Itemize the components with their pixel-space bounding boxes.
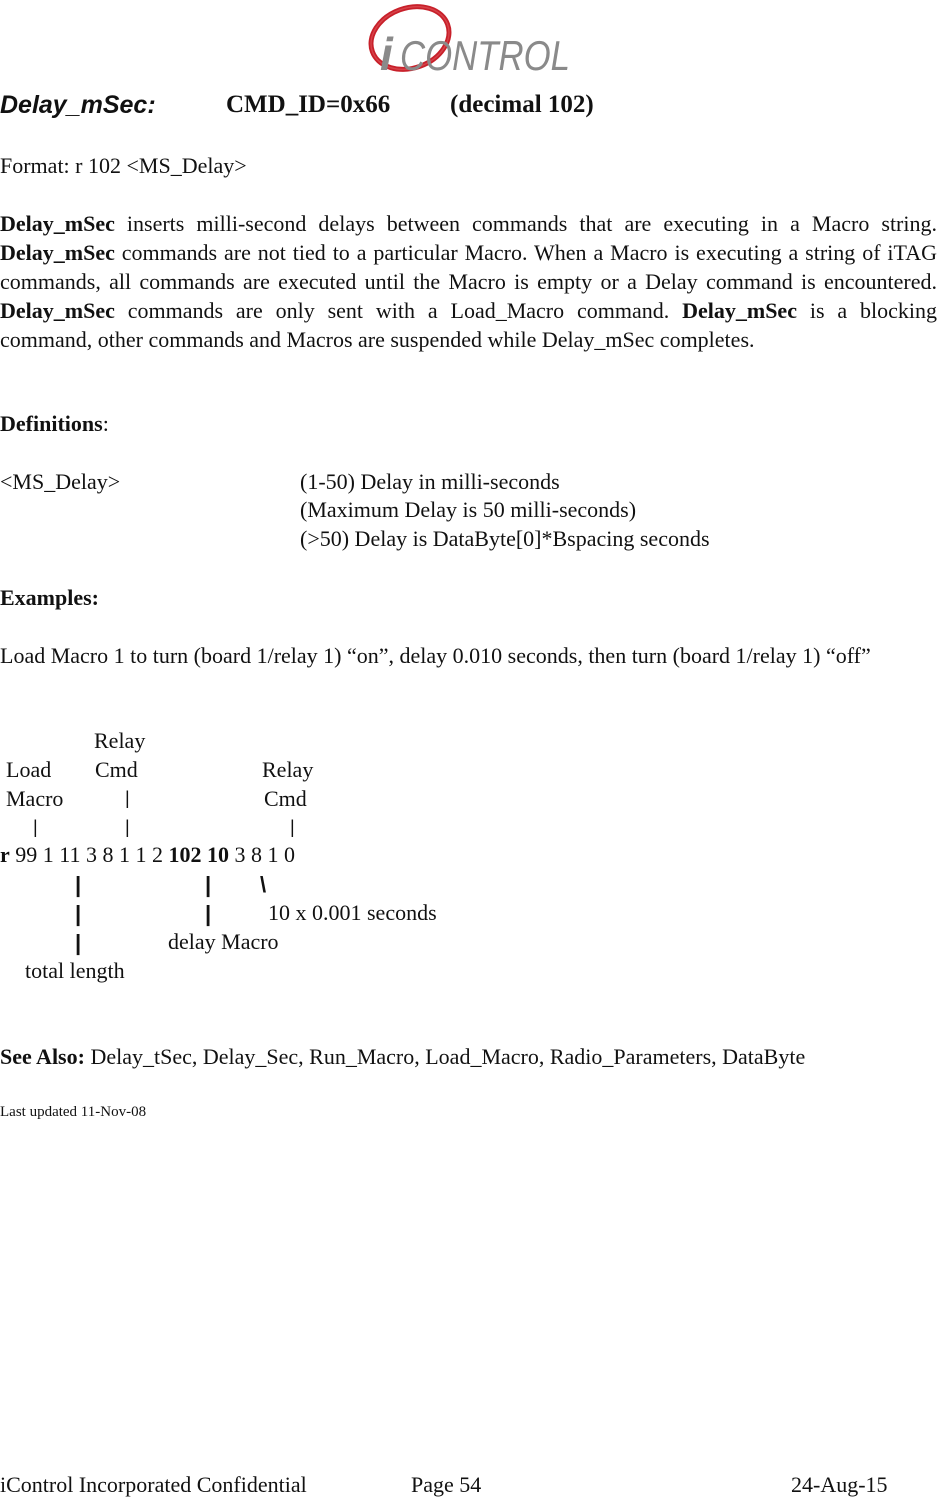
- command-id: CMD_ID=0x66: [226, 91, 391, 118]
- diagram-backslash: \: [260, 872, 267, 897]
- diagram-pipe: |: [205, 872, 212, 897]
- diagram-relay-label: Relay: [94, 728, 146, 753]
- command-example: r 99 1 11 3 8 1 1 2 102 10 3 8 1 0: [0, 842, 295, 867]
- diagram-total-length-label: total length: [25, 958, 125, 983]
- description-paragraph: Delay_mSec inserts milli-second delays between commands that are executing in a Macro string. Delay_mSec commands are not tied to a particular Macro. When a Macro is executing a string of iTAG commands, all commands are executed until the Macro is empty or a Delay command is encountered. Delay_mSec commands are only sent with a Load_Macro command. Delay_mSec is a blocking command, other commands and Macros are suspended while Delay_mSec completes.: [0, 211, 937, 352]
- diagram-pipe: |: [75, 930, 82, 955]
- footer-company: iControl Incorporated Confidential: [0, 1472, 307, 1497]
- diagram-pipe: |: [75, 872, 82, 897]
- examples-heading: Examples:: [0, 585, 99, 610]
- definition-line: (1-50) Delay in milli-seconds: [300, 469, 560, 494]
- diagram-macro-label: Macro: [6, 786, 64, 811]
- page-title: [0, 91, 156, 120]
- diagram-cmd-label: Cmd: [95, 757, 138, 782]
- definition-line: (Maximum Delay is 50 milli-seconds): [300, 497, 637, 522]
- icontrol-logo: [358, 2, 578, 84]
- footer-date: 24-Aug-15: [791, 1472, 888, 1497]
- see-also: See Also: Delay_tSec, Delay_Sec, Run_Macro, Load_Macro, Radio_Parameters, DataByte: [0, 1044, 806, 1069]
- svg-text:i: i: [380, 28, 393, 80]
- diagram-pipe: |: [75, 901, 82, 926]
- diagram-cmd-label: Cmd: [264, 786, 307, 811]
- diagram-pipe: |: [290, 817, 295, 837]
- diagram-pipe: |: [33, 817, 38, 837]
- footer-page-number: Page 54: [411, 1472, 482, 1497]
- diagram-seconds-label: 10 x 0.001 seconds: [268, 900, 437, 925]
- definition-line: (>50) Delay is DataByte[0]*Bspacing seconds: [300, 526, 710, 551]
- example-text: Load Macro 1 to turn (board 1/relay 1) “on”, delay 0.010 seconds, then turn (board 1/relay 1) “off”: [0, 643, 871, 668]
- format-line: Format: r 102 <MS_Delay>: [0, 153, 247, 178]
- svg-text:CONTROL: CONTROL: [400, 32, 570, 79]
- diagram-pipe: |: [125, 788, 130, 808]
- diagram-pipe: |: [205, 901, 212, 926]
- definition-param: <MS_Delay>: [0, 469, 121, 494]
- diagram-pipe: |: [125, 817, 130, 837]
- command-name: Delay_mSec:: [0, 91, 156, 119]
- diagram-load-label: Load: [6, 757, 52, 782]
- last-updated: Last updated 11-Nov-08: [0, 1104, 147, 1120]
- diagram-delay-macro-label: delay Macro: [168, 929, 279, 954]
- diagram-relay-label: Relay: [262, 757, 314, 782]
- command-decimal: (decimal 102): [450, 91, 594, 118]
- definitions-heading: Definitions:: [0, 411, 109, 436]
